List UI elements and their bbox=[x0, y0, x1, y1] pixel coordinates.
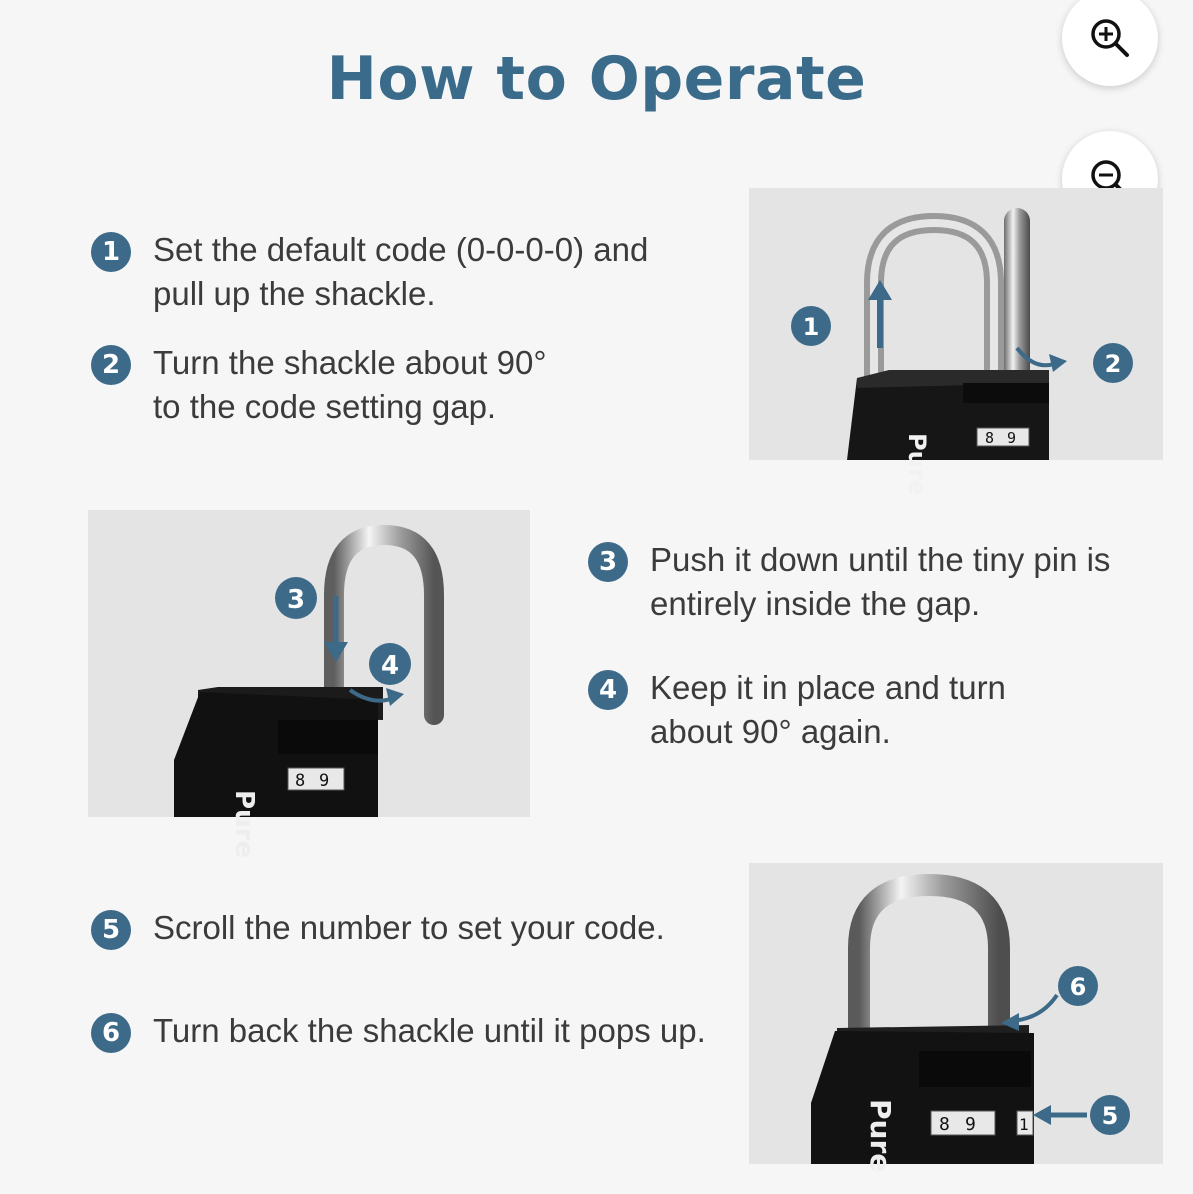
marker-3: 3 bbox=[286, 585, 306, 615]
dial-digit: 8 bbox=[295, 771, 306, 791]
step-text: Set the default code (0-0-0-0) and pull up the shackle. bbox=[153, 231, 649, 312]
marker-2: 2 bbox=[1104, 350, 1122, 378]
step-text: Turn back the shackle until it pops up. bbox=[153, 1012, 706, 1049]
zoom-in-icon bbox=[1087, 15, 1133, 61]
step-6 bbox=[91, 1009, 706, 1053]
dial-digit: 9 bbox=[319, 771, 330, 791]
step-text: Scroll the number to set your code. bbox=[153, 909, 665, 946]
padlock-image-steps-1-2 bbox=[749, 188, 1163, 496]
page-title: How to Operate bbox=[326, 44, 867, 114]
step-3 bbox=[588, 538, 1110, 626]
step-number-badge: 6 bbox=[91, 1013, 131, 1053]
step-number-badge: 5 bbox=[91, 910, 131, 950]
dial-digit: 9 bbox=[1007, 429, 1017, 447]
brand-logo: Pure bbox=[903, 433, 931, 496]
step-1 bbox=[91, 228, 648, 316]
brand-logo: Pure bbox=[864, 1099, 897, 1173]
padlock-image-steps-3-4 bbox=[88, 510, 530, 859]
step-2 bbox=[91, 341, 547, 429]
marker-6: 6 bbox=[1069, 973, 1087, 1001]
dial-digit: 1 bbox=[1019, 1115, 1029, 1134]
step-number-badge: 1 bbox=[91, 232, 131, 272]
step-text: Turn the shackle about 90° to the code setting gap. bbox=[153, 344, 547, 425]
step-4 bbox=[588, 666, 1006, 754]
dial-digit: 8 bbox=[939, 1114, 950, 1135]
step-number-badge: 2 bbox=[91, 345, 131, 385]
brand-logo: Pure bbox=[229, 790, 259, 859]
step-text: Push it down until the tiny pin is entirely inside the gap. bbox=[650, 541, 1111, 622]
padlock-image-steps-5-6 bbox=[749, 863, 1163, 1173]
marker-1: 1 bbox=[802, 313, 820, 341]
step-number-badge: 4 bbox=[588, 670, 628, 710]
step-5 bbox=[91, 906, 665, 950]
dial-digit: 9 bbox=[965, 1114, 976, 1135]
marker-5: 5 bbox=[1101, 1102, 1119, 1130]
marker-4: 4 bbox=[380, 651, 400, 681]
step-text: Keep it in place and turn about 90° again. bbox=[650, 669, 1006, 750]
step-number-badge: 3 bbox=[588, 542, 628, 582]
dial-digit: 8 bbox=[985, 429, 995, 447]
